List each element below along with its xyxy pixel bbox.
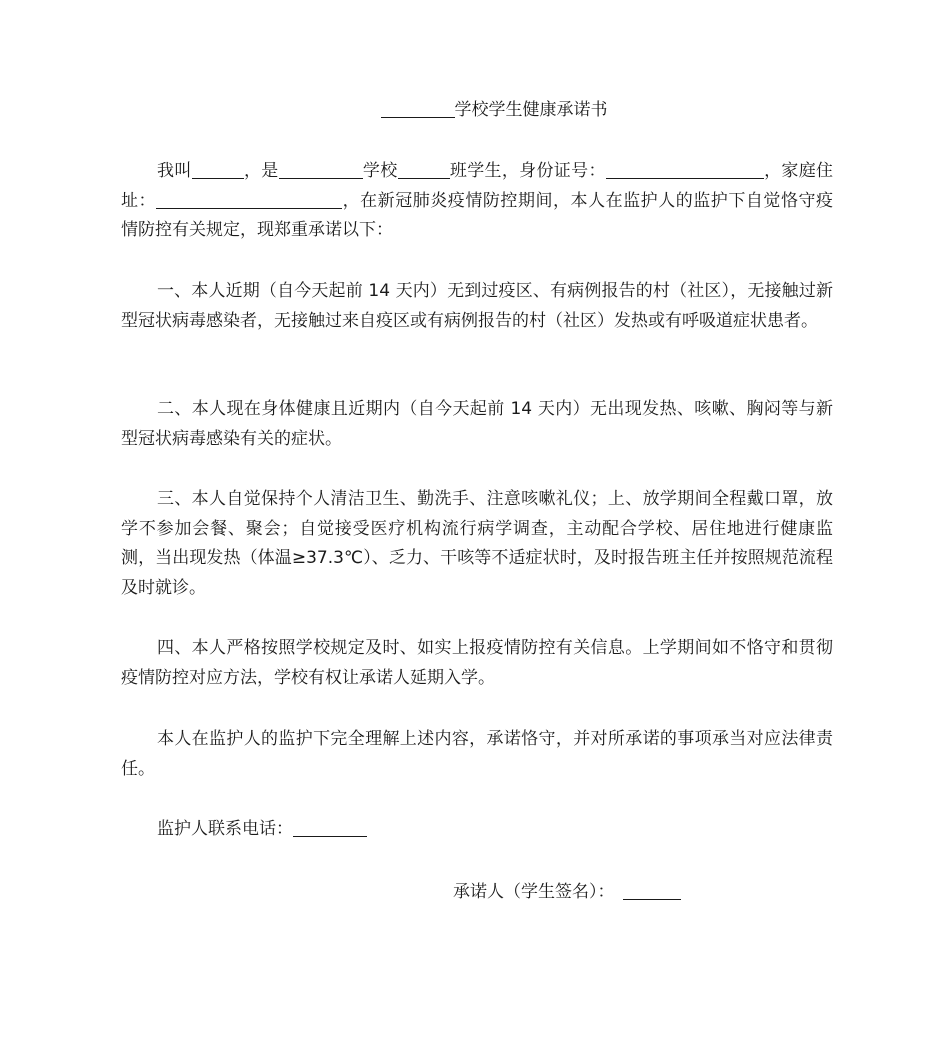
signature-blank <box>623 881 681 900</box>
document-title <box>0 97 950 123</box>
responsibility-statement: 本人在监护人的监护下完全理解上述内容，承诺恪守，并对所承诺的事项承当对应法律责任。 <box>121 729 833 779</box>
signature-label: 承诺人（学生签名）： <box>453 882 615 902</box>
intro-text-2: ，是 <box>243 161 279 181</box>
id-number-blank <box>606 160 764 179</box>
address-blank <box>156 190 342 209</box>
intro-text-3: 学校 <box>362 161 398 181</box>
guardian-phone-label: 监护人联系电话： <box>157 819 293 839</box>
commitment-2: 二、本人现在身体健康且近期内（自今天起前 14 天内）无出现发热、咳嗽、胸闷等与新型冠状病毒感染有关的症状。 <box>121 399 833 449</box>
intro-text-1: 我叫 <box>157 161 192 181</box>
school-name-blank <box>381 99 455 118</box>
intro-text-5: ，家庭住址： <box>121 161 834 211</box>
commitment-1: 一、本人近期（自今天起前 14 天内）无到过疫区、有病例报告的村（社区），无接触过新型冠状病毒感染者，无接触过来自疫区或有病例报告的村（社区）发热或有呼吸道症状患者。 <box>121 281 833 331</box>
intro-text-6: ，在新冠肺炎疫情防控期间，本人在监护人的监护下自觉恪守疫情防控有关规定，现郑重承诺以下： <box>121 190 834 240</box>
commitment-4: 四、本人严格按照学校规定及时、如实上报疫情防控有关信息。上学期间如不恪守和贯彻疫情防控对应方法，学校有权让承诺人延期入学。 <box>121 638 833 688</box>
guardian-phone-blank <box>293 818 367 837</box>
intro-text-4: 班学生，身份证号： <box>449 161 606 181</box>
class-blank <box>398 160 450 179</box>
intro-paragraph <box>121 157 833 246</box>
name-blank <box>192 160 244 179</box>
guardian-phone-line <box>157 815 367 844</box>
signature-line <box>453 878 681 907</box>
commitment-3: 三、本人自觉保持个人清洁卫生、勤洗手、注意咳嗽礼仪；上、放学期间全程戴口罩，放学不参加会餐、聚会；自觉接受医疗机构流行病学调查，主动配合学校、居住地进行健康监测，当出现发热（体温≥37.3℃）、乏力、干咳等不适症状时，及时报告班主任并按照规范流程及时就诊。 <box>121 489 833 598</box>
school-blank <box>279 160 363 179</box>
title-text: 学校学生健康承诺书 <box>454 100 608 120</box>
